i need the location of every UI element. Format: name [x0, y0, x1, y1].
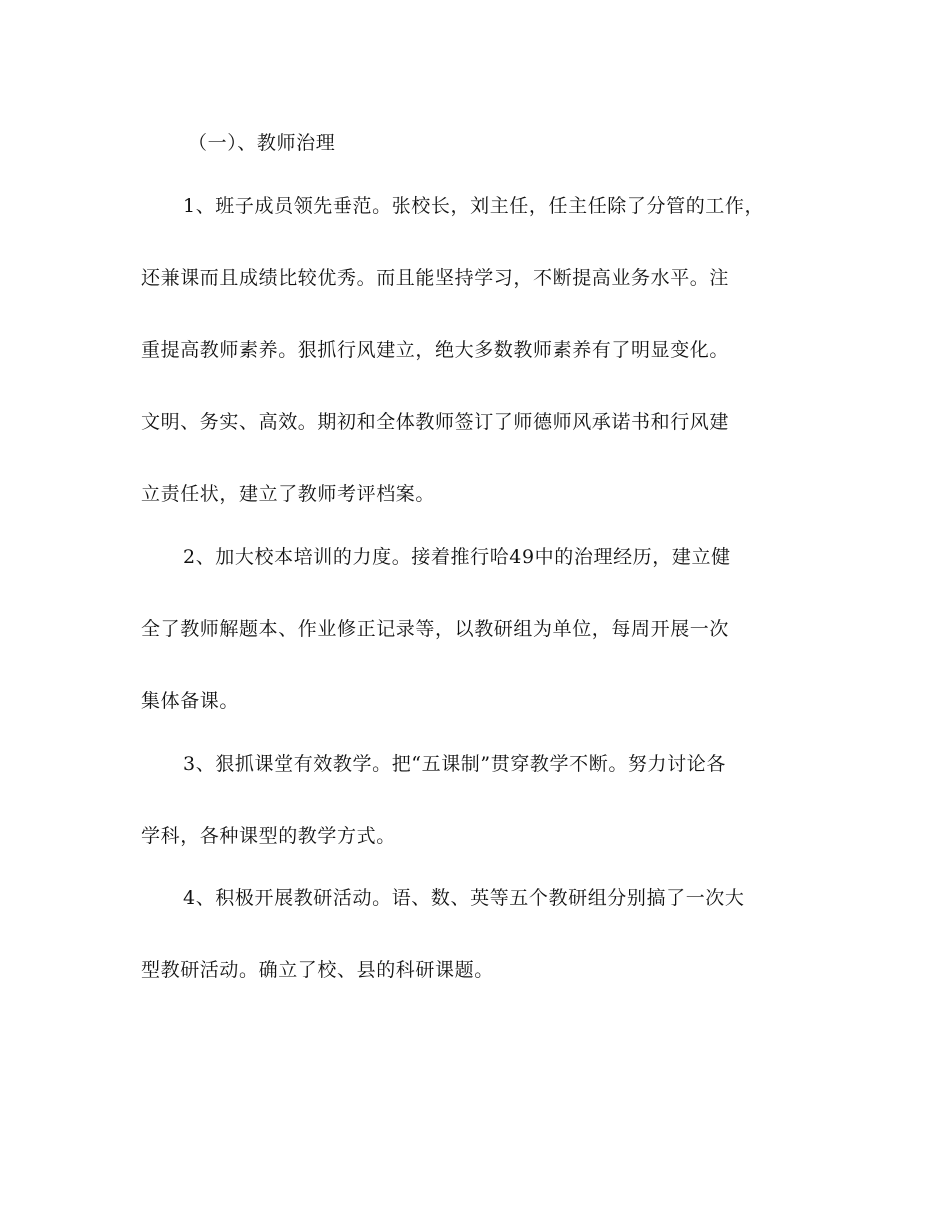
paragraph-3-line-2: 学科，各种课型的教学方式。 — [141, 825, 396, 847]
paragraph-2-line-3: 集体备课。 — [141, 690, 240, 712]
paragraph-2-line-2: 全了教师解题本、作业修正记录等，以教研组为单位，每周开展一次 — [141, 618, 730, 640]
paragraph-4-line-2: 型教研活动。确立了校、县的科研课题。 — [141, 959, 494, 981]
paragraph-1-line-3: 重提高教师素养。狠抓行风建立，绝大多数教师素养有了明显变化。 — [141, 339, 730, 361]
paragraph-4-line-1: 4、积极开展教研活动。语、数、英等五个教研组分别搞了一次大 — [183, 887, 745, 909]
paragraph-1-line-2: 还兼课而且成绩比较优秀。而且能坚持学习，不断提高业务水平。注 — [141, 267, 730, 289]
paragraph-3-line-1: 3、狠抓课堂有效教学。把“五课制”贯穿教学不断。努力讨论各 — [183, 753, 726, 775]
paragraph-2-line-1: 2、加大校本培训的力度。接着推行哈49中的治理经历，建立健 — [183, 546, 731, 568]
section-heading: （一）、教师治理 — [188, 132, 336, 154]
paragraph-1-line-4: 文明、务实、高效。期初和全体教师签订了师德师风承诺书和行风建 — [141, 411, 730, 433]
paragraph-1-line-1: 1、班子成员领先垂范。张校长，刘主任，任主任除了分管的工作， — [183, 195, 765, 217]
paragraph-1-line-5: 立责任状，建立了教师考评档案。 — [141, 483, 436, 505]
